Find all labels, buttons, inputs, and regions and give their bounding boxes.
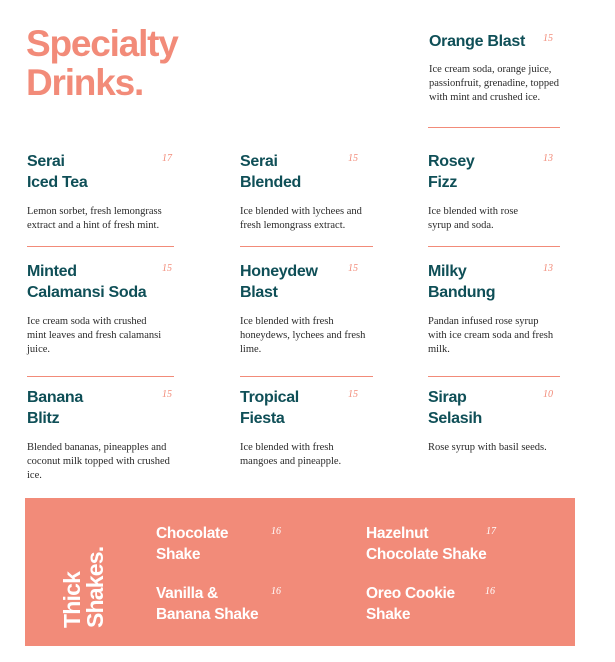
- item-price: 15: [162, 389, 172, 400]
- page-title-line1: Specialty: [26, 23, 178, 64]
- menu-item-rosey-fizz: [428, 151, 563, 231]
- item-description: Rose syrup with basil seeds.: [428, 442, 547, 453]
- shake-price: 17: [486, 526, 496, 537]
- menu-item-sirap-selasih: [428, 387, 563, 453]
- shake-item-chocolate: [156, 523, 281, 565]
- menu-item-minted-calamansi-soda: [27, 261, 177, 355]
- item-price: 13: [543, 153, 553, 164]
- shake-item-vanilla-banana: [156, 583, 281, 625]
- shake-name: Vanilla & Banana Shake: [156, 585, 259, 623]
- page-title-line2: Drinks.: [26, 62, 144, 103]
- item-price: 15: [162, 263, 172, 274]
- shake-name: Oreo Cookie Shake: [366, 585, 455, 623]
- shake-name: Hazelnut Chocolate Shake: [366, 525, 487, 563]
- item-description: Pandan infused rose syrup with ice cream soda and fresh milk.: [428, 316, 554, 355]
- item-price: 13: [543, 263, 553, 274]
- item-name: Minted Calamansi Soda: [27, 263, 147, 301]
- item-price: 15: [348, 263, 358, 274]
- item-description: Ice blended with lychees and fresh lemongrass extract.: [240, 206, 362, 231]
- item-description: Blended bananas, pineapples and coconut milk topped with crushed ice.: [27, 442, 170, 481]
- item-name: Orange Blast: [429, 33, 525, 50]
- item-name: Serai Iced Tea: [27, 153, 88, 191]
- item-price: 15: [348, 389, 358, 400]
- menu-item-milky-bandung: [428, 261, 563, 355]
- item-price: 15: [543, 33, 553, 44]
- menu-item-honeydew-blast: [240, 261, 375, 355]
- thick-shakes-title: Thick Shakes.: [59, 546, 108, 628]
- menu-item-serai-blended: [240, 151, 375, 231]
- menu-item-banana-blitz: [27, 387, 177, 481]
- menu-item-serai-iced-tea: [27, 151, 177, 231]
- item-name: Tropical Fiesta: [240, 389, 299, 427]
- item-name: Milky Bandung: [428, 263, 496, 301]
- shake-price: 16: [485, 586, 495, 597]
- item-name: Rosey Fizz: [428, 153, 475, 191]
- item-description: Ice cream soda with crushed mint leaves and fresh calamansi juice.: [27, 316, 162, 355]
- divider: [428, 376, 560, 377]
- item-name: Serai Blended: [240, 153, 302, 191]
- shake-item-oreo-cookie: [366, 583, 495, 625]
- shake-name: Chocolate Shake: [156, 525, 229, 563]
- thick-shakes-panel: [25, 498, 575, 646]
- divider: [428, 246, 560, 247]
- item-name: Banana Blitz: [27, 389, 83, 427]
- item-price: 17: [162, 153, 172, 164]
- menu-item-orange-blast: [429, 31, 564, 103]
- divider: [27, 246, 174, 247]
- item-description: Ice cream soda, orange juice, passionfruit, grenadine, topped with mint and crushed ice.: [429, 64, 560, 103]
- item-description: Ice blended with fresh honeydews, lychees and fresh lime.: [240, 316, 366, 355]
- shake-price: 16: [271, 586, 281, 597]
- shake-price: 16: [271, 526, 281, 537]
- item-description: Ice blended with fresh mangoes and pineapple.: [240, 442, 342, 467]
- shake-item-hazelnut-chocolate: [366, 523, 496, 565]
- item-price: 15: [348, 153, 358, 164]
- divider: [240, 246, 373, 247]
- page-title: [26, 24, 178, 102]
- item-price: 10: [543, 389, 553, 400]
- item-description: Ice blended with rose syrup and soda.: [428, 206, 519, 231]
- item-description: Lemon sorbet, fresh lemongrass extract and a hint of fresh mint.: [27, 206, 162, 231]
- divider: [240, 376, 373, 377]
- divider: [27, 376, 174, 377]
- item-name: Honeydew Blast: [240, 263, 318, 301]
- divider: [428, 127, 560, 128]
- menu-item-tropical-fiesta: [240, 387, 375, 467]
- item-name: Sirap Selasih: [428, 389, 482, 427]
